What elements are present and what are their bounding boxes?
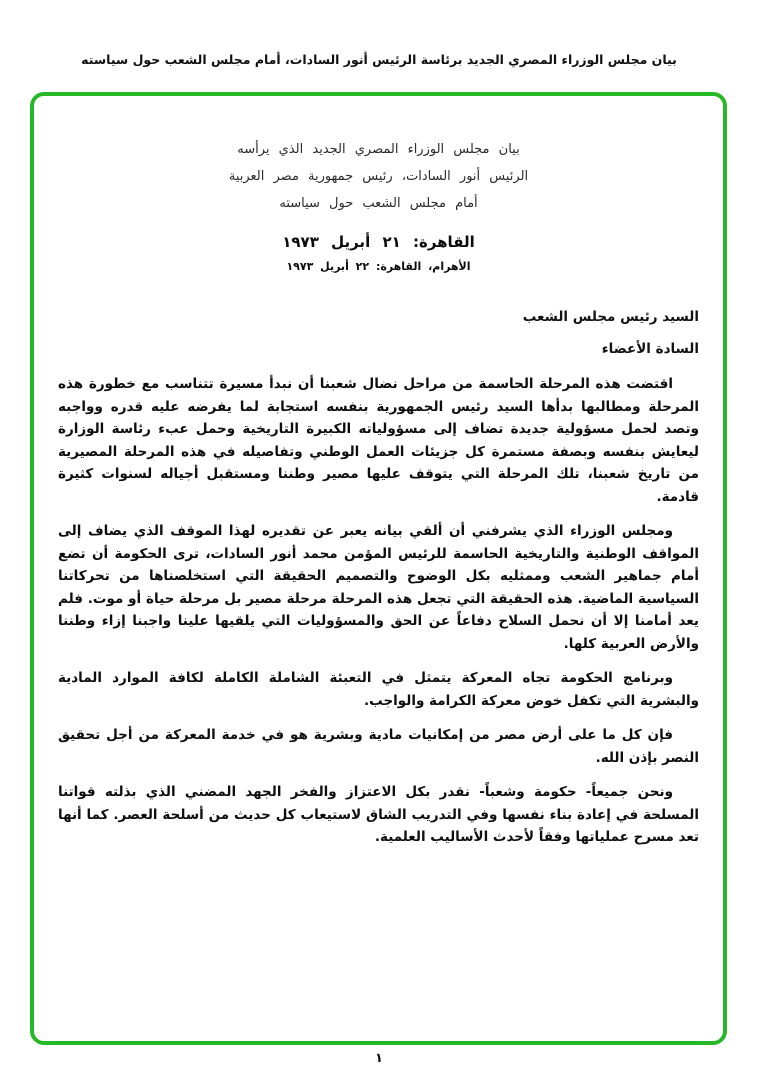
body-paragraph: وبرنامج الحكومة تجاه المعركة يتمثل في التعبئة الشاملة الكاملة لكافة الموارد المادية والبشرية التي تكفل خوض معركة الكرامة والواجب.	[58, 670, 699, 709]
salutation-members: السادة الأعضاء	[601, 341, 699, 357]
dateline: القاهرة: ٢١ أبريل ١٩٧٣	[282, 233, 475, 251]
statement-title-line-1: بيان مجلس الوزراء المصري الجديد الذي يرأسه	[237, 142, 520, 157]
page-number: ١	[375, 1051, 383, 1066]
body-paragraph: فإن كل ما على أرض مصر من إمكانيات مادية وبشرية هو في خدمة المعركة من أجل تحقيق النصر بإذن الله.	[58, 727, 699, 766]
salutation-speaker: السيد رئيس مجلس الشعب	[522, 309, 699, 325]
body-paragraph: ومجلس الوزراء الذي يشرفني أن ألقي بيانه يعبر عن تقديره لهذا الموقف الذي يضاف إلى المواقف الوطنية والتاريخية الحاسمة للرئيس المؤمن محمد أنور السادات، ترى الحكومة أن تضع أمام جماهير الشعب وممثليه بكل الوضوح والتصميم الحقيقة التي استخلصناها من تحركاتنا السياسية الماضية. هذه الحقيقة التي تجعل هذه المرحلة مرحلة مصير بل مرحلة حياة أو موت. فلم يعد أمامنا إلا أن نحمل السلاح دفاعاً عن الحق والمسؤوليات التي يلقيها علينا واجبنا إزاء وطننا والأرض العربية كلها.	[58, 523, 699, 652]
statement-title-line-2: الرئيس أنور السادات، رئيس جمهورية مصر العربية	[228, 169, 529, 184]
statement-title-line-3: أمام مجلس الشعب حول سياسته	[279, 196, 478, 211]
document-header-title: بيان مجلس الوزراء المصري الجديد برئاسة الرئيس أنور السادات، أمام مجلس الشعب حول سياسته	[81, 52, 677, 67]
body-paragraph: اقتضت هذه المرحلة الحاسمة من مراحل نضال شعبنا أن نبدأ مسيرة تتناسب مع خطورة هذه المرحلة ومطالبها بدأها السيد رئيس الجمهورية بنفسه استجابة لما يفرضه عليه قدره وواجبه وتصد لحمل مسؤولية جديدة تضاف إلى مسؤولياته الكبيرة التاريخية وحمل عبء رئاسة الوزارة ليعايش بنفسه وبصفة مستمرة كل جزيئات العمل الوطني وتفاصيله في هذه المرحلة المصيرية من تاريخ شعبنا، تلك المرحلة التي يتوقف عليها مصير وطننا ومستقبل أجياله لسنوات كثيرة قادمة.	[58, 376, 699, 505]
source-citation: الأهرام، القاهرة: ٢٢ أبريل ١٩٧٣	[286, 260, 471, 273]
statement-title-block	[58, 136, 699, 217]
document-content	[34, 96, 723, 1041]
body-paragraph: ونحن جميعاً- حكومة وشعباً- نقدر بكل الاعتزاز والفخر الجهد المضني الذي بذلته قواتنا المسلحة في إعادة بناء نفسها وفي التدريب الشاق لاستيعاب كل حديث من أسلحة العصر. كما أنها تعد مسرح عملياتها وفقاً لأحدث الأساليب العلمية.	[58, 784, 699, 845]
document-border-frame	[30, 92, 727, 1045]
